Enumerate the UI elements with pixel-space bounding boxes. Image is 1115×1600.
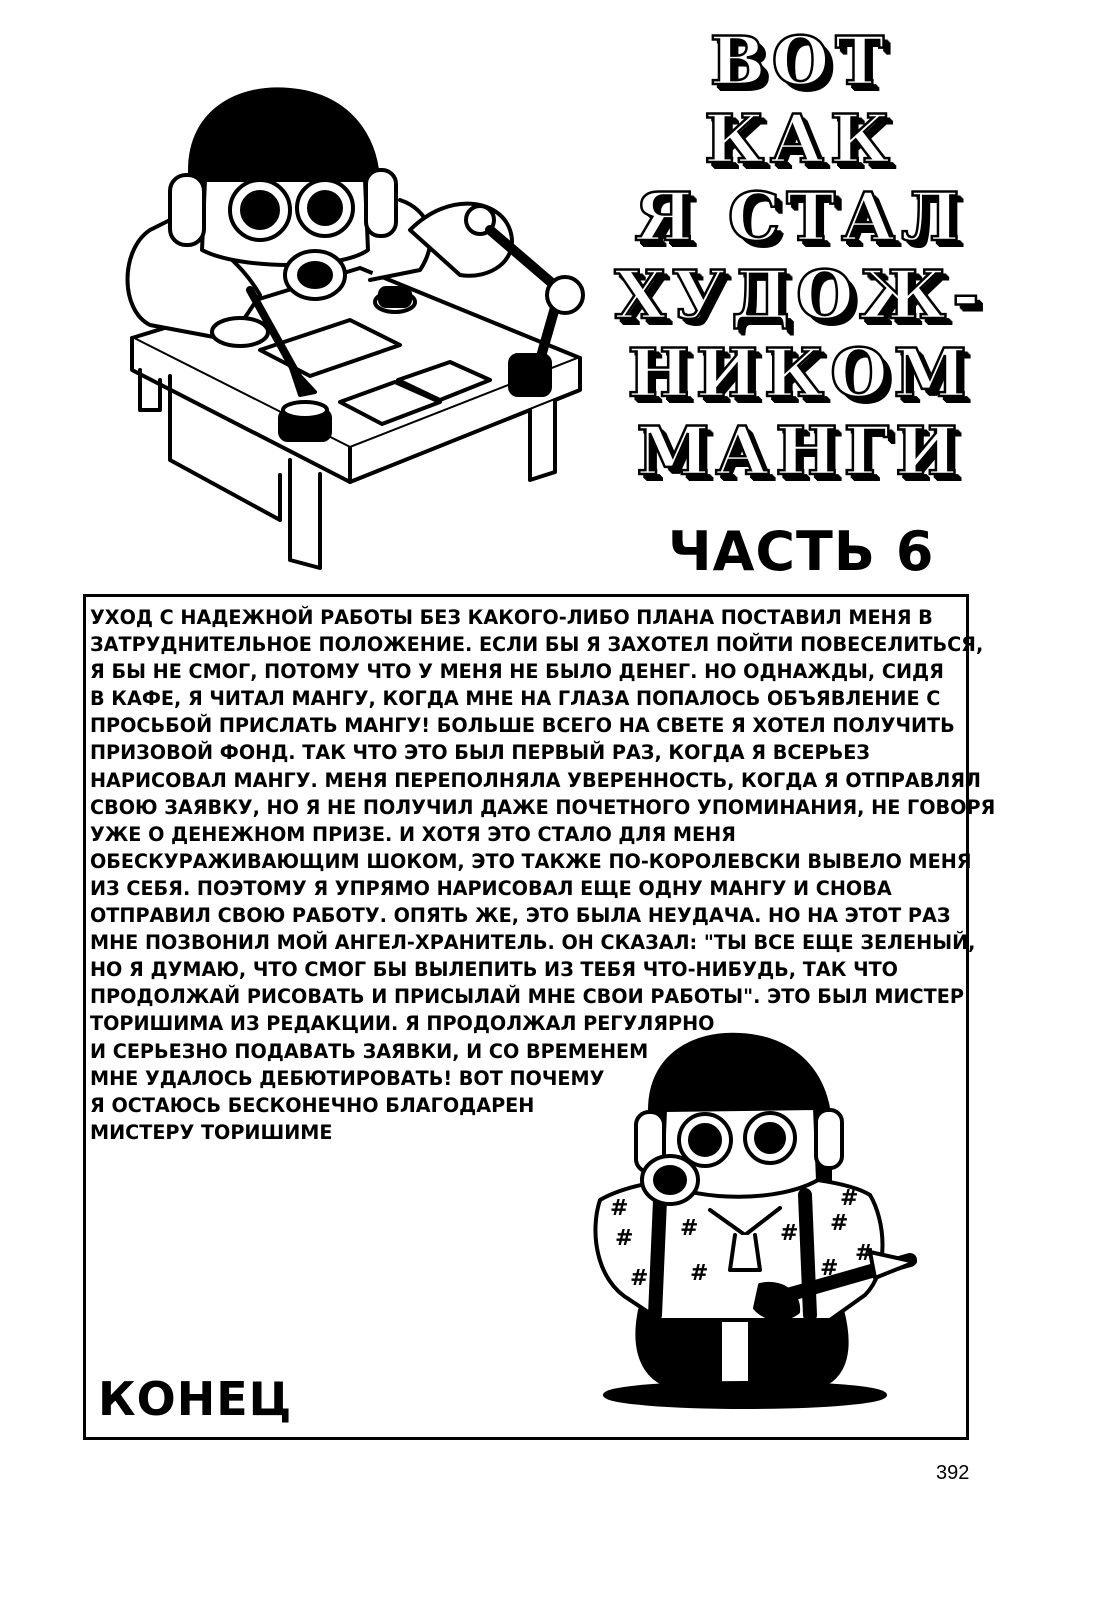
robot-holding-pen-illustration xyxy=(570,1030,920,1415)
essay-line: НАРИСОВАЛ МАНГУ. МЕНЯ ПЕРЕПОЛНЯЛА УВЕРЕННОСТЬ, КОГДА Я ОТПРАВЛЯЛ xyxy=(90,768,981,792)
essay-line: ОБЕСКУРАЖИВАЮЩИМ ШОКОМ, ЭТО ТАКЖЕ ПО-КОРОЛЕВСКИ ВЫВЕЛО МЕНЯ xyxy=(90,849,972,873)
svg-text:#: # xyxy=(690,1261,709,1286)
svg-text:#: # xyxy=(830,1211,849,1236)
essay-line: МНЕ УДАЛОСЬ ДЕБЮТИРОВАТЬ! ВОТ ПОЧЕМУ xyxy=(90,1066,605,1090)
title-line: ВОТ КАК xyxy=(704,22,896,178)
chapter-title xyxy=(600,22,1000,490)
essay-line: УЖЕ О ДЕНЕЖНОМ ПРИЗЕ. И ХОТЯ ЭТО СТАЛО ДЛЯ МЕНЯ xyxy=(90,822,736,846)
svg-text:#: # xyxy=(610,1196,629,1221)
svg-text:#: # xyxy=(820,1256,839,1281)
essay-line: СВОЮ ЗАЯВКУ, НО Я НЕ ПОЛУЧИЛ ДАЖЕ ПОЧЕТНОГО УПОМИНАНИЯ, НЕ ГОВОРЯ xyxy=(90,795,996,819)
essay-line: МНЕ ПОЗВОНИЛ МОЙ АНГЕЛ-ХРАНИТЕЛЬ. ОН СКАЗАЛ: "ТЫ ВСЕ ЕЩЕ ЗЕЛЕНЫЙ, xyxy=(90,931,976,955)
essay-line: Я ОСТАЮСЬ БЕСКОНЕЧНО БЛАГОДАРЕН xyxy=(90,1093,535,1117)
svg-text:#: # xyxy=(780,1221,799,1246)
end-label: КОНЕЦ xyxy=(98,1372,293,1426)
essay-line: ОТПРАВИЛ СВОЮ РАБОТУ. ОПЯТЬ ЖЕ, ЭТО БЫЛА НЕУДАЧА. НО НА ЭТОТ РАЗ xyxy=(90,904,951,928)
svg-text:#: # xyxy=(855,1241,874,1266)
part-subtitle: ЧАСТЬ 6 xyxy=(668,520,935,583)
essay-line: НО Я ДУМАЮ, ЧТО СМОГ БЫ ВЫЛЕПИТЬ ИЗ ТЕБЯ ЧТО-НИБУДЬ, ТАК ЧТО xyxy=(90,958,898,982)
essay-line: ТОРИШИМА ИЗ РЕДАКЦИИ. Я ПРОДОЛЖАЛ РЕГУЛЯРНО xyxy=(90,1012,715,1036)
robot-at-desk-illustration xyxy=(110,80,600,580)
essay-line: МИСТЕРУ ТОРИШИМЕ xyxy=(90,1120,333,1144)
title-line: НИКОМ xyxy=(627,334,973,412)
essay-line: В КАФЕ, Я ЧИТАЛ МАНГУ, КОГДА МНЕ НА ГЛАЗА ПОПАЛОСЬ ОБЪЯВЛЕНИЕ С xyxy=(90,687,941,711)
title-line: Я СТАЛ xyxy=(634,178,966,256)
svg-text:#: # xyxy=(615,1226,634,1251)
title-line: МАНГИ xyxy=(636,412,964,490)
essay-line: ЗАТРУДНИТЕЛЬНОЕ ПОЛОЖЕНИЕ. ЕСЛИ БЫ Я ЗАХОТЕЛ ПОЙТИ ПОВЕСЕЛИТЬСЯ, xyxy=(90,633,984,657)
svg-text:#: # xyxy=(840,1186,859,1211)
page-number: 392 xyxy=(936,1462,970,1484)
svg-text:#: # xyxy=(630,1266,649,1291)
essay-line: ПРОСЬБОЙ ПРИСЛАТЬ МАНГУ! БОЛЬШЕ ВСЕГО НА СВЕТЕ Я ХОТЕЛ ПОЛУЧИТЬ xyxy=(90,714,955,738)
essay-line: И СЕРЬЕЗНО ПОДАВАТЬ ЗАЯВКИ, И СО ВРЕМЕНЕМ xyxy=(90,1039,649,1063)
svg-text:#: # xyxy=(680,1216,699,1241)
essay-line: ИЗ СЕБЯ. ПОЭТОМУ Я УПРЯМО НАРИСОВАЛ ЕЩЕ ОДНУ МАНГУ И СНОВА xyxy=(90,876,892,900)
essay-line: Я БЫ НЕ СМОГ, ПОТОМУ ЧТО У МЕНЯ НЕ БЫЛО ДЕНЕГ. НО ОДНАЖДЫ, СИДЯ xyxy=(90,660,944,684)
title-line: ХУДОЖ- xyxy=(614,256,986,334)
essay-line: ПРИЗОВОЙ ФОНД. ТАК ЧТО ЭТО БЫЛ ПЕРВЫЙ РАЗ, КОГДА Я ВСЕРЬЕЗ xyxy=(90,741,870,765)
essay-line: УХОД С НАДЕЖНОЙ РАБОТЫ БЕЗ КАКОГО-ЛИБО ПЛАНА ПОСТАВИЛ МЕНЯ В xyxy=(90,606,933,629)
essay-line: ПРОДОЛЖАЙ РИСОВАТЬ И ПРИСЫЛАЙ МНЕ СВОИ РАБОТЫ". ЭТО БЫЛ МИСТЕР xyxy=(90,985,964,1009)
